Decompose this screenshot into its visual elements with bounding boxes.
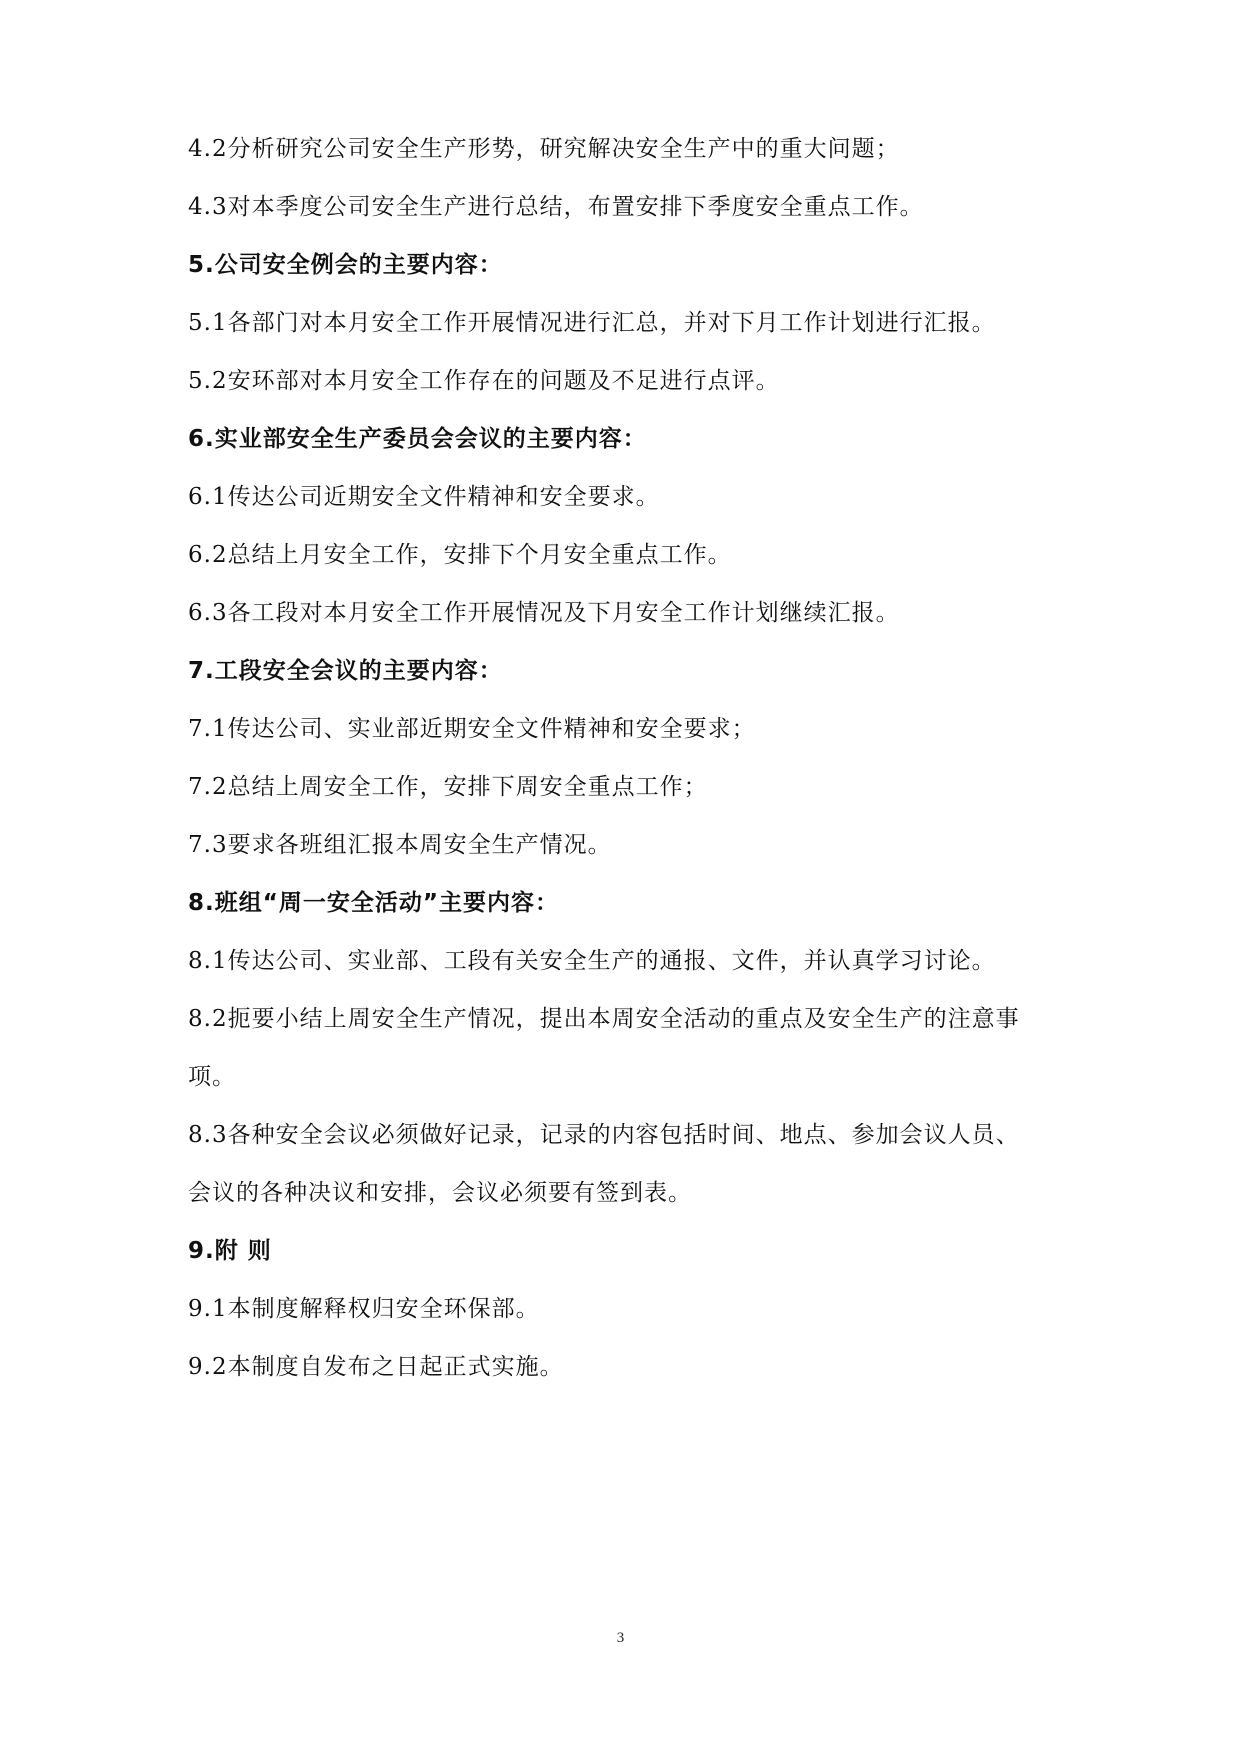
clause-4-3: 4.3对本季度公司安全生产进行总结，布置安排下季度安全重点工作。 [188,194,924,220]
clause-7-3: 7.3要求各班组汇报本周安全生产情况。 [188,832,612,858]
clause-7-2: 7.2总结上周安全工作，安排下周安全重点工作； [188,774,708,800]
clause-8-2: 8.2扼要小结上周安全生产情况，提出本周安全活动的重点及安全生产的注意事 [188,1006,1020,1032]
section-7-heading: 7.工段安全会议的主要内容： [188,658,503,684]
clause-6-2: 6.2总结上月安全工作，安排下个月安全重点工作。 [188,542,732,568]
clause-5-2: 5.2安环部对本月安全工作存在的问题及不足进行点评。 [188,368,780,394]
clause-8-3: 8.3各种安全会议必须做好记录，记录的内容包括时间、地点、参加会议人员、 [188,1122,1020,1148]
clause-6-1: 6.1传达公司近期安全文件精神和安全要求。 [188,484,660,510]
clause-8-3-continued: 会议的各种决议和安排，会议必须要有签到表。 [188,1180,692,1206]
section-8-heading: 8.班组“周一安全活动”主要内容： [188,890,559,916]
clause-7-1: 7.1传达公司、实业部近期安全文件精神和安全要求； [188,716,756,742]
clause-8-1: 8.1传达公司、实业部、工段有关安全生产的通报、文件，并认真学习讨论。 [188,948,996,974]
clause-6-3: 6.3各工段对本月安全工作开展情况及下月安全工作计划继续汇报。 [188,600,900,626]
clause-5-1: 5.1各部门对本月安全工作开展情况进行汇总，并对下月工作计划进行汇报。 [188,310,996,336]
clause-9-2: 9.2本制度自发布之日起正式实施。 [188,1354,564,1380]
clause-8-2-continued: 项。 [188,1064,236,1090]
page-number: 3 [616,1630,625,1646]
section-9-heading: 9.附 则 [188,1238,272,1264]
section-5-heading: 5.公司安全例会的主要内容： [188,252,503,278]
clause-9-1: 9.1本制度解释权归安全环保部。 [188,1296,540,1322]
section-6-heading: 6.实业部安全生产委员会会议的主要内容： [188,426,647,452]
clause-4-2: 4.2分析研究公司安全生产形势，研究解决安全生产中的重大问题； [188,136,900,162]
